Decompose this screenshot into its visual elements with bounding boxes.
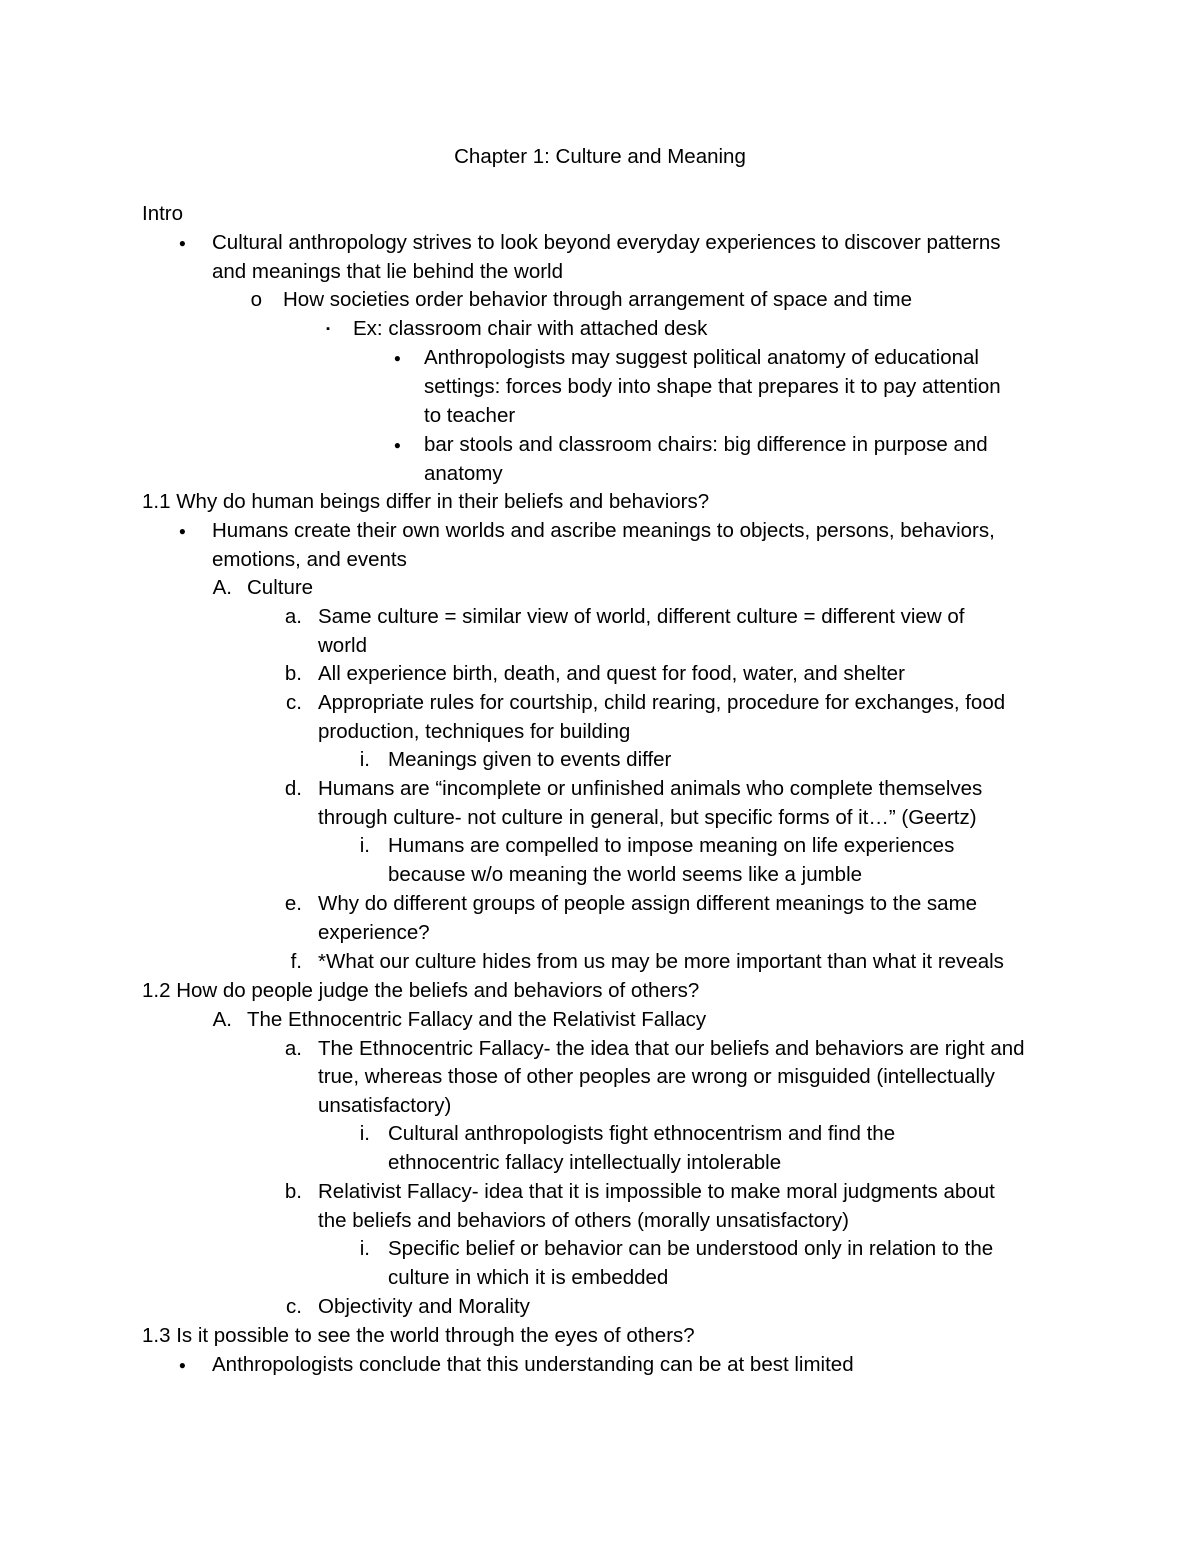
bullet-marker: ● xyxy=(178,236,186,250)
list-marker: c. xyxy=(286,691,302,714)
list-marker: a. xyxy=(284,605,302,628)
list-marker: d. xyxy=(284,777,302,800)
list-item: Specific belief or behavior can be understood only in relation to the xyxy=(388,1237,994,1260)
list-item-continued: unsatisfactory) xyxy=(318,1094,452,1117)
list-marker: c. xyxy=(286,1295,302,1318)
list-item-continued: experience? xyxy=(318,921,430,944)
list-marker: i. xyxy=(359,1237,370,1260)
list-item: Meanings given to events differ xyxy=(388,748,672,771)
list-item: Anthropologists conclude that this understanding can be at best limited xyxy=(212,1353,854,1376)
list-marker: i. xyxy=(359,1122,370,1145)
list-item-continued: culture in which it is embedded xyxy=(388,1266,669,1289)
list-marker: A. xyxy=(212,576,232,599)
list-item: Humans are compelled to impose meaning on life experiences xyxy=(388,834,955,857)
list-item: Humans are “incomplete or unfinished animals who complete themselves xyxy=(318,777,983,800)
list-item-continued: the beliefs and behaviors of others (morally unsatisfactory) xyxy=(318,1209,849,1232)
section-heading-1-1: 1.1 Why do human beings differ in their beliefs and behaviors? xyxy=(142,490,710,513)
list-marker: a. xyxy=(284,1037,302,1060)
list-marker: f. xyxy=(290,950,302,973)
list-item: All experience birth, death, and quest for food, water, and shelter xyxy=(318,662,905,685)
page-title: Chapter 1: Culture and Meaning xyxy=(454,145,746,168)
list-item: Cultural anthropology strives to look beyond everyday experiences to discover patterns xyxy=(212,231,1001,254)
list-item-continued: through culture- not culture in general, but specific forms of it…” (Geertz) xyxy=(318,806,977,829)
list-item: Same culture = similar view of world, different culture = different view of xyxy=(318,605,965,628)
list-item: Ex: classroom chair with attached desk xyxy=(353,317,708,340)
list-item: Relativist Fallacy- idea that it is impossible to make moral judgments about xyxy=(318,1180,995,1203)
list-item-continued: because w/o meaning the world seems like a jumble xyxy=(388,863,863,886)
list-item: Why do different groups of people assign different meanings to the same xyxy=(318,892,978,915)
list-item-continued: anatomy xyxy=(424,462,503,485)
list-marker: e. xyxy=(284,892,302,915)
list-item-continued: world xyxy=(318,634,367,657)
list-item: The Ethnocentric Fallacy and the Relativist Fallacy xyxy=(247,1008,707,1031)
list-marker: i. xyxy=(359,834,370,857)
list-item: Cultural anthropologists fight ethnocentrism and find the xyxy=(388,1122,896,1145)
list-item-continued: and meanings that lie behind the world xyxy=(212,260,564,283)
list-item-continued: ethnocentric fallacy intellectually intolerable xyxy=(388,1151,782,1174)
list-item: Appropriate rules for courtship, child rearing, procedure for exchanges, food xyxy=(318,691,1006,714)
list-item: The Ethnocentric Fallacy- the idea that our beliefs and behaviors are right and xyxy=(318,1037,1025,1060)
bullet-marker: ● xyxy=(178,1358,186,1372)
list-item: Anthropologists may suggest political anatomy of educational xyxy=(424,346,979,369)
list-marker: i. xyxy=(359,748,370,771)
list-item: Humans create their own worlds and ascribe meanings to objects, persons, behaviors, xyxy=(212,519,995,542)
section-heading-1-2: 1.2 How do people judge the beliefs and behaviors of others? xyxy=(142,979,700,1002)
list-marker: b. xyxy=(284,662,302,685)
list-marker: b. xyxy=(284,1180,302,1203)
list-item: How societies order behavior through arrangement of space and time xyxy=(283,288,913,311)
list-item-continued: true, whereas those of other peoples are wrong or misguided (intellectually xyxy=(318,1065,995,1088)
list-item: Objectivity and Morality xyxy=(318,1295,530,1318)
list-item-continued: to teacher xyxy=(424,404,516,427)
list-marker: A. xyxy=(212,1008,232,1031)
circle-marker: o xyxy=(250,288,262,311)
square-marker: ▪ xyxy=(326,323,330,335)
list-item-continued: production, techniques for building xyxy=(318,720,631,743)
list-item: *What our culture hides from us may be more important than what it reveals xyxy=(318,950,1004,973)
section-heading-intro: Intro xyxy=(142,202,184,225)
list-item: Culture xyxy=(247,576,314,599)
list-item: bar stools and classroom chairs: big difference in purpose and xyxy=(424,433,988,456)
bullet-marker: ● xyxy=(178,524,186,538)
section-heading-1-3: 1.3 Is it possible to see the world through the eyes of others? xyxy=(142,1324,695,1347)
bullet-marker: ● xyxy=(393,438,401,452)
bullet-marker: ● xyxy=(393,351,401,365)
list-item-continued: emotions, and events xyxy=(212,548,407,571)
list-item-continued: settings: forces body into shape that prepares it to pay attention xyxy=(424,375,1001,398)
